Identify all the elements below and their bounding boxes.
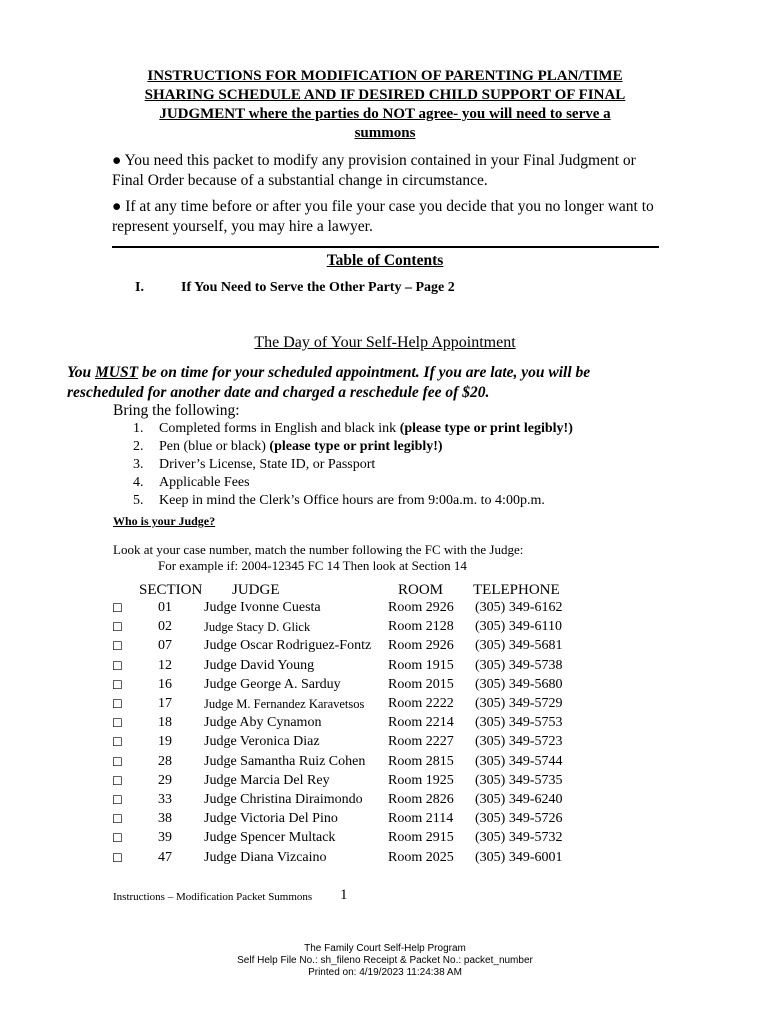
checkbox[interactable]: ☐ bbox=[112, 831, 123, 845]
judge-cell: Judge Stacy D. Glick bbox=[204, 620, 311, 634]
checkbox[interactable]: ☐ bbox=[112, 659, 123, 673]
list-item bbox=[133, 456, 573, 474]
section-divider bbox=[112, 246, 659, 248]
list-text: Applicable Fees bbox=[159, 475, 250, 490]
telephone-cell: (305) 349-6001 bbox=[475, 850, 563, 865]
judge-cell: Judge Victoria Del Pino bbox=[204, 811, 338, 826]
room-cell: Room 1925 bbox=[388, 773, 454, 788]
room-cell: Room 1915 bbox=[388, 658, 454, 673]
title-line: summons bbox=[354, 125, 416, 141]
table-row bbox=[0, 638, 770, 657]
toc-item-label: If You Need to Serve the Other Party – Page 2 bbox=[181, 280, 455, 295]
page-number: 1 bbox=[340, 887, 348, 903]
list-number: 2. bbox=[133, 439, 144, 454]
title-line: JUDGMENT where the parties do NOT agree- you will need to serve a bbox=[159, 106, 611, 122]
column-header-telephone: TELEPHONE bbox=[473, 582, 560, 598]
column-header-room: ROOM bbox=[398, 582, 444, 598]
list-item bbox=[133, 438, 573, 456]
table-row bbox=[0, 600, 770, 619]
telephone-cell: (305) 349-5744 bbox=[475, 754, 563, 769]
section-cell: 28 bbox=[158, 754, 172, 769]
checkbox[interactable]: ☐ bbox=[112, 620, 123, 634]
checkbox[interactable]: ☐ bbox=[112, 697, 123, 711]
room-cell: Room 2128 bbox=[388, 619, 454, 634]
room-cell: Room 2815 bbox=[388, 754, 454, 769]
checkbox[interactable]: ☐ bbox=[112, 812, 123, 826]
table-row bbox=[0, 734, 770, 753]
list-text: Pen (blue or black) bbox=[159, 439, 270, 454]
warning-prefix: You bbox=[67, 364, 95, 381]
judge-example: For example if: 2004-12345 FC 14 Then look at Section 14 bbox=[158, 558, 467, 573]
list-text: Completed forms in English and black ink bbox=[159, 421, 400, 436]
footer-doc-name: Instructions – Modification Packet Summons bbox=[113, 891, 313, 903]
section-cell: 19 bbox=[158, 734, 172, 749]
telephone-cell: (305) 349-5729 bbox=[475, 696, 563, 711]
checkbox[interactable]: ☐ bbox=[112, 735, 123, 749]
checkbox[interactable]: ☐ bbox=[112, 851, 123, 865]
room-cell: Room 2025 bbox=[388, 850, 454, 865]
telephone-cell: (305) 349-5753 bbox=[475, 715, 563, 730]
list-number: 1. bbox=[133, 421, 144, 436]
room-cell: Room 2114 bbox=[388, 811, 454, 826]
judge-cell: Judge Veronica Diaz bbox=[204, 734, 320, 749]
document-title bbox=[112, 67, 658, 143]
section-cell: 33 bbox=[158, 792, 172, 807]
checkbox[interactable]: ☐ bbox=[112, 716, 123, 730]
list-emphasis: (please type or print legibly!) bbox=[269, 439, 443, 454]
checkbox[interactable]: ☐ bbox=[112, 639, 123, 653]
column-header-judge: JUDGE bbox=[232, 582, 280, 598]
section-cell: 01 bbox=[158, 600, 172, 615]
room-cell: Room 2227 bbox=[388, 734, 454, 749]
list-item bbox=[133, 492, 573, 510]
footer-program: The Family Court Self-Help Program bbox=[304, 943, 466, 954]
list-text: Driver’s License, State ID, or Passport bbox=[159, 457, 376, 472]
table-row bbox=[0, 792, 770, 811]
list-item bbox=[133, 474, 573, 492]
judge-cell: Judge Marcia Del Rey bbox=[204, 773, 330, 788]
bullet-modify-provision: ● You need this packet to modify any provision contained in your Final Judgment or Final Order because of a substantial change in circumstance. bbox=[112, 152, 636, 189]
warning-text: be on time for your scheduled appointment. If you are late, you will be rescheduled for another date and charged a reschedule fee of $20. bbox=[67, 364, 591, 401]
toc-item-number: I. bbox=[135, 280, 144, 295]
title-line: INSTRUCTIONS FOR MODIFICATION OF PARENTING PLAN/TIME bbox=[147, 68, 623, 84]
section-cell: 18 bbox=[158, 715, 172, 730]
section-cell: 07 bbox=[158, 638, 172, 653]
checkbox[interactable]: ☐ bbox=[112, 755, 123, 769]
table-row bbox=[0, 773, 770, 792]
judge-cell: Judge Ivonne Cuesta bbox=[204, 600, 321, 615]
telephone-cell: (305) 349-5732 bbox=[475, 830, 563, 845]
bring-label: Bring the following: bbox=[113, 402, 240, 419]
table-row bbox=[0, 619, 770, 638]
section-cell: 17 bbox=[158, 696, 172, 711]
judge-cell: Judge Christina Diraimondo bbox=[204, 792, 363, 807]
footer-printed: Printed on: 4/19/2023 11:24:38 AM bbox=[308, 967, 462, 978]
warning-must: MUST bbox=[95, 364, 139, 381]
telephone-cell: (305) 349-5681 bbox=[475, 638, 563, 653]
room-cell: Room 2015 bbox=[388, 677, 454, 692]
footer-file-line: Self Help File No.: sh_fileno Receipt & Packet No.: packet_number bbox=[237, 955, 533, 966]
list-item bbox=[133, 420, 573, 438]
checkbox[interactable]: ☐ bbox=[112, 601, 123, 615]
table-row bbox=[0, 677, 770, 696]
section-cell: 38 bbox=[158, 811, 172, 826]
list-number: 4. bbox=[133, 475, 144, 490]
room-cell: Room 2926 bbox=[388, 600, 454, 615]
checkbox[interactable]: ☐ bbox=[112, 793, 123, 807]
section-cell: 29 bbox=[158, 773, 172, 788]
table-row bbox=[0, 811, 770, 830]
toc-title: Table of Contents bbox=[326, 252, 444, 269]
section-cell: 16 bbox=[158, 677, 172, 692]
judge-cell: Judge M. Fernandez Karavetsos bbox=[204, 697, 365, 711]
title-line: SHARING SCHEDULE AND IF DESIRED CHILD SUPPORT OF FINAL bbox=[144, 87, 626, 103]
section-cell: 12 bbox=[158, 658, 172, 673]
telephone-cell: (305) 349-6240 bbox=[475, 792, 563, 807]
room-cell: Room 2826 bbox=[388, 792, 454, 807]
room-cell: Room 2222 bbox=[388, 696, 454, 711]
table-row bbox=[0, 715, 770, 734]
judge-cell: Judge Diana Vizcaino bbox=[204, 850, 327, 865]
column-header-section: SECTION bbox=[139, 582, 203, 598]
appointment-title: The Day of Your Self-Help Appointment bbox=[254, 334, 516, 351]
table-row bbox=[0, 830, 770, 849]
telephone-cell: (305) 349-6162 bbox=[475, 600, 563, 615]
room-cell: Room 2214 bbox=[388, 715, 454, 730]
telephone-cell: (305) 349-5680 bbox=[475, 677, 563, 692]
judge-cell: Judge Aby Cynamon bbox=[204, 715, 322, 730]
section-cell: 02 bbox=[158, 619, 172, 634]
section-cell: 47 bbox=[158, 850, 172, 865]
telephone-cell: (305) 349-5726 bbox=[475, 811, 563, 826]
list-emphasis: (please type or print legibly!) bbox=[399, 421, 573, 436]
list-number: 3. bbox=[133, 457, 144, 472]
room-cell: Room 2926 bbox=[388, 638, 454, 653]
judge-cell: Judge Samantha Ruiz Cohen bbox=[204, 754, 366, 769]
telephone-cell: (305) 349-6110 bbox=[475, 619, 562, 634]
judge-cell: Judge Spencer Multack bbox=[204, 830, 336, 845]
judge-cell: Judge Oscar Rodriguez-Fontz bbox=[204, 638, 372, 653]
table-row bbox=[0, 754, 770, 773]
punctuality-warning bbox=[67, 363, 667, 403]
checkbox[interactable]: ☐ bbox=[112, 774, 123, 788]
checkbox[interactable]: ☐ bbox=[112, 678, 123, 692]
telephone-cell: (305) 349-5723 bbox=[475, 734, 563, 749]
judge-cell: Judge George A. Sarduy bbox=[204, 677, 341, 692]
section-cell: 39 bbox=[158, 830, 172, 845]
telephone-cell: (305) 349-5738 bbox=[475, 658, 563, 673]
table-row bbox=[0, 696, 770, 715]
bullet-hire-lawyer: ● If at any time before or after you file your case you decide that you no longer want to represent yourself, you may hire a lawyer. bbox=[112, 198, 654, 235]
table-row bbox=[0, 850, 770, 869]
table-row bbox=[0, 658, 770, 677]
judge-cell: Judge David Young bbox=[204, 658, 315, 673]
judge-heading: Who is your Judge? bbox=[113, 514, 216, 528]
bring-list bbox=[133, 420, 573, 510]
telephone-cell: (305) 349-5735 bbox=[475, 773, 563, 788]
list-text: Keep in mind the Clerk’s Office hours are from 9:00a.m. to 4:00p.m. bbox=[159, 493, 545, 508]
room-cell: Room 2915 bbox=[388, 830, 454, 845]
judge-instruction: Look at your case number, match the number following the FC with the Judge: bbox=[113, 542, 524, 557]
list-number: 5. bbox=[133, 493, 144, 508]
